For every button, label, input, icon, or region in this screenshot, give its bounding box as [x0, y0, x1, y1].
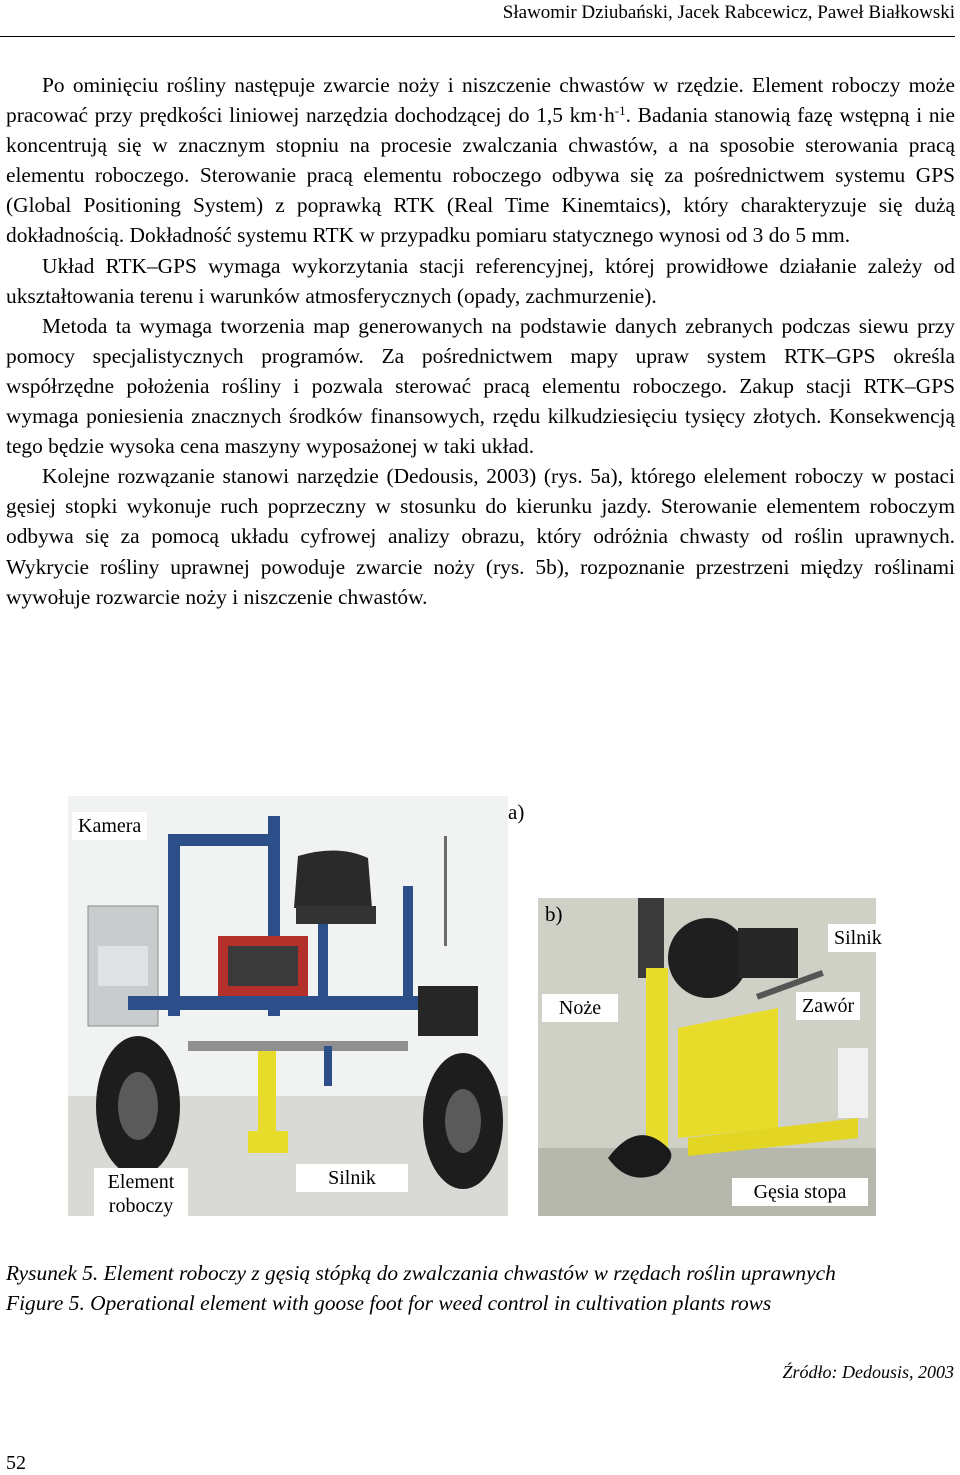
label-noze: Noże [542, 994, 618, 1022]
photo-machine [68, 796, 508, 1216]
label-zawor: Zawór [796, 992, 860, 1020]
figure-source: Źródło: Dedousis, 2003 [782, 1362, 954, 1382]
unit-superscript: -1 [614, 103, 626, 119]
label-element-line-1: Element [107, 1171, 175, 1193]
paragraph-1-part-b: . Badania stanowią fazę wstępną i nie koncentrują się w znacznym stopniu na procesie zwalczania chwastów, a na sposobie sterowania pracą elementu roboczego. Sterowanie pracą elementu roboczego odbywa się za pośrednictwem systemu GPS (Global Positioning System) z poprawką RTK (Real Time Kinemtaics), który charakteryzuje się dużą dokładnością. Dokładność systemu RTK w przypadku pomiaru statycznego wynosi od 3 do 5 mm. [6, 103, 955, 248]
header-authors: Sławomir Dziubański, Jacek Rabcewicz, Paweł Białkowski [502, 2, 955, 23]
page-number: 52 [6, 1452, 26, 1474]
running-header [0, 0, 955, 37]
caption-english: Figure 5. Operational element with goose foot for weed control in cultivation plants rows [6, 1291, 772, 1315]
paragraph-3: Metoda ta wymaga tworzenia map generowanych na podstawie danych zebranych podczas siewu przy pomocy specjalistycznych programów. Za pośrednictwem mapy upraw system RTK–GPS określa współrzędne położenia rośliny i pozwala sterować pracą elementu roboczego. Zakup stacji RTK–GPS wymaga poniesienia znacznych środków finansowych, rzędu kilkudziesięciu tysięcy złotych. Konsekwencją tego będzie wysoka cena maszyny wyposażonej w taki układ. [6, 313, 955, 459]
machine-illustration [68, 796, 508, 1216]
label-gesia-stopa: Gęsia stopa [732, 1178, 868, 1206]
label-silnik-a: Silnik [296, 1164, 408, 1192]
label-kamera: Kamera [72, 812, 147, 840]
subfigure-letter-b: b) [545, 902, 563, 926]
subfigure-letter-a: a) [508, 800, 525, 824]
paragraph-1 [6, 70, 955, 251]
label-element-roboczy [94, 1168, 188, 1220]
paragraph-2: Układ RTK–GPS wymaga wykorzytania stacji referencyjnej, której prowidłowe działanie zależy od ukształtowania terenu i warunków atmosferycznych (opady, zachmurzenie). [6, 253, 955, 308]
figure-5 [68, 790, 882, 1230]
label-element-line-2: roboczy [108, 1195, 174, 1217]
paragraph-1-part-a: Po ominięciu rośliny następuje zwarcie noży i niszczenie chwastów w rzędzie. Element roboczy może pracować przy prędkości liniowej narzędzia dochodzącej do 1,5 km·h [6, 73, 955, 128]
tool-illustration [538, 898, 876, 1216]
photo-tool-closeup [538, 898, 876, 1216]
figure-caption [6, 1258, 955, 1318]
paragraph-4: Kolejne rozwązanie stanowi narzędzie (Dedousis, 2003) (rys. 5a), którego elelement roboczy w postaci gęsiej stopki wykonuje ruch poprzeczny w stosunku do kierunku jazdy. Sterowanie elementem roboczym odbywa się za pomocą układu cyfrowej analizy obrazu, który odróżnia chwasty od roślin uprawnych. Wykrycie rośliny uprawnej powoduje zwarcie noży (rys. 5b), rozpoznanie przestrzeni między roślinami wywołuje rozwarcie noży i niszczenie chwastów. [6, 464, 955, 609]
body-text [6, 70, 955, 612]
caption-polish: Rysunek 5. Element roboczy z gęsią stópką do zwalczania chwastów w rzędach roślin uprawnych [6, 1261, 836, 1285]
label-silnik-b: Silnik [828, 924, 888, 952]
